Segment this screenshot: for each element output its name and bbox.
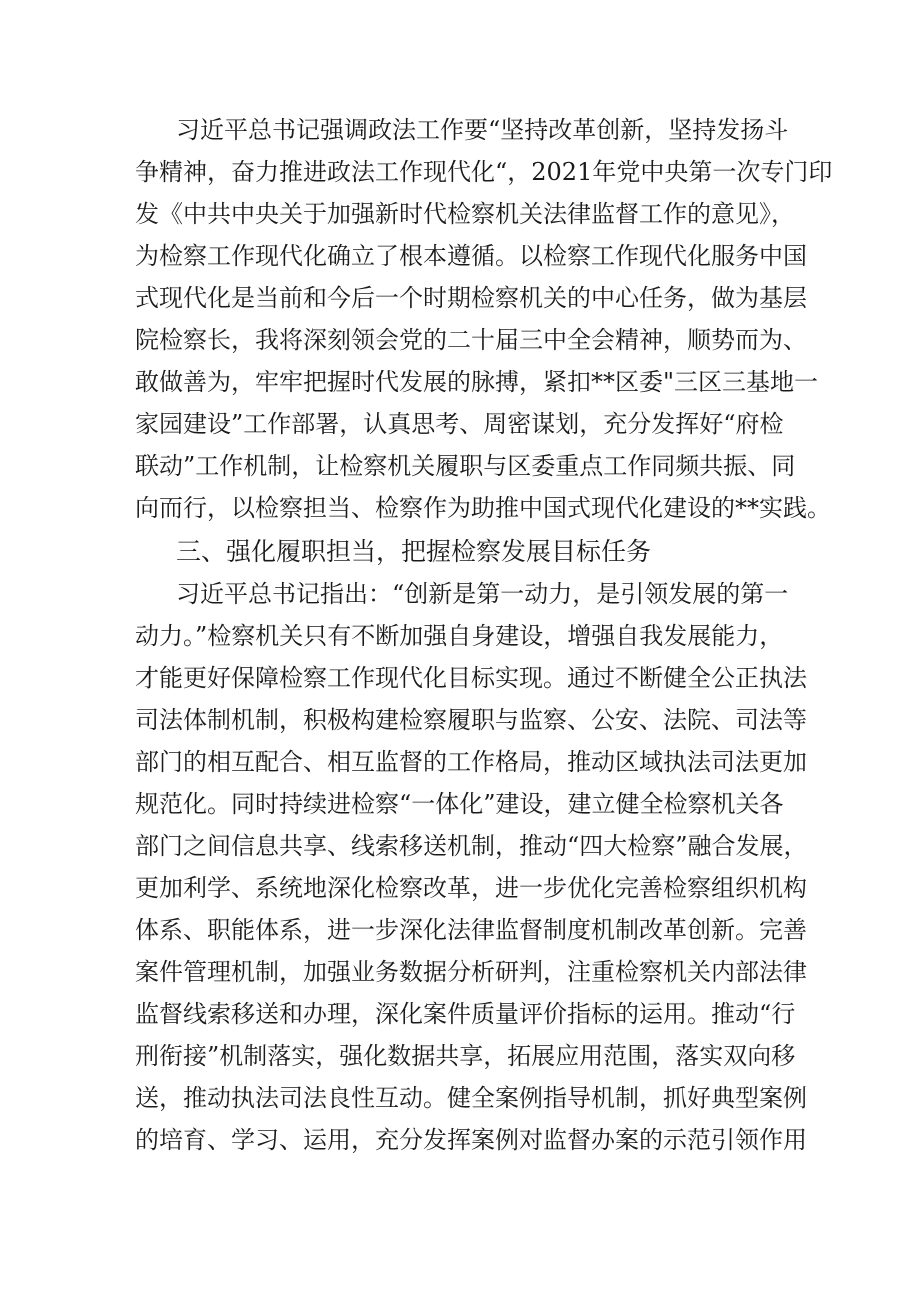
- paragraph-1-line: 向而行，以检察担当、检察作为助推中国式现代化建设的**实践。: [135, 494, 831, 522]
- paragraph-2-line: 的培育、学习、运用，充分发挥案例对监督办案的示范引领作用: [135, 1126, 807, 1154]
- paragraph-1-line: 发《中共中央关于加强新时代检察机关法律监督工作的意见》，: [135, 200, 795, 228]
- paragraph-2-line: 更加利学、系统地深化检察改革，进一步优化完善检察组织机构: [135, 874, 807, 902]
- paragraph-1-line: 家园建设”工作部署，认真思考、周密谋划，充分发挥好“府检: [135, 410, 784, 438]
- paragraph-2-line: 部门的相互配合、相互监督的工作格局，推动区域执法司法更加: [135, 748, 807, 776]
- paragraph-2-line: 才能更好保障检察工作现代化目标实现。通过不断健全公正执法: [135, 664, 807, 692]
- paragraph-2-line: 规范化。同时持续进检察“一体化”建设，建立健全检察机关各: [135, 790, 784, 818]
- paragraph-2-line: 部门之间信息共享、线索移送机制，推动“四大检察”融合发展，: [135, 832, 808, 860]
- paragraph-1-line: 习近平总书记强调政法工作要“坚持改革创新，坚持发扬斗: [176, 116, 789, 144]
- paragraph-1-line: 式现代化是当前和今后一个时期检察机关的中心任务，做为基层: [135, 284, 807, 312]
- paragraph-2-line: 体系、职能体系，进一步深化法律监督制度机制改革创新。完善: [135, 916, 807, 944]
- paragraph-1-line: 为检察工作现代化确立了根本遵循。以检察工作现代化服务中国: [135, 242, 807, 270]
- paragraph-2-line: 习近平总书记指出：“创新是第一动力，是引领发展的第一: [176, 580, 789, 608]
- paragraph-1-line: 联动”工作机制，让检察机关履职与区委重点工作同频共振、同: [135, 452, 796, 480]
- paragraph-1-line: 敢做善为，牢牢把握时代发展的脉搏，紧扣**区委"三区三基地一: [135, 368, 819, 396]
- paragraph-2-line: 监督线索移送和办理，深化案件质量评价指标的运用。推动“行: [135, 1000, 796, 1028]
- paragraph-2-line: 刑衔接”机制落实，强化数据共享，拓展应用范围，落实双向移: [135, 1042, 796, 1070]
- paragraph-2-line: 案件管理机制，加强业务数据分析研判，注重检察机关内部法律: [135, 958, 807, 986]
- paragraph-2-line: 动力。”检察机关只有不断加强自身建设，增强自我发展能力，: [135, 622, 784, 650]
- paragraph-2-line: 送，推动执法司法良性互动。健全案例指导机制，抓好典型案例: [135, 1084, 807, 1112]
- paragraph-1-line: 争精神，奋力推进政法工作现代化“，2021年党中央第一次专门印: [135, 158, 833, 186]
- paragraph-2-line: 司法体制机制，积极构建检察履职与监察、公安、法院、司法等: [135, 706, 807, 734]
- paragraph-1-line: 院检察长，我将深刻领会党的二十届三中全会精神，顺势而为、: [135, 326, 807, 354]
- section-heading: 三、强化履职担当，把握检察发展目标任务: [176, 537, 652, 566]
